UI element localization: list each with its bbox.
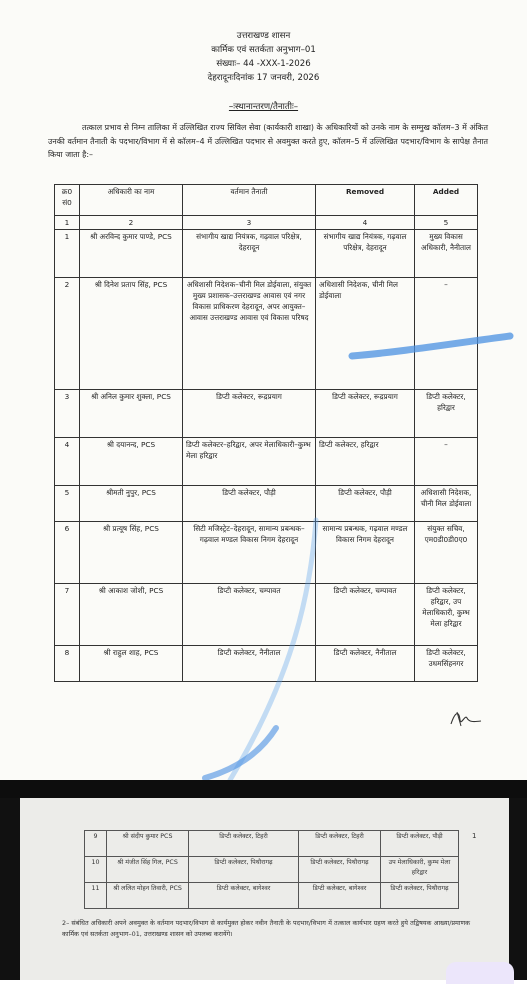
- table-row: [55, 438, 478, 486]
- cell-removed: डिप्टी कलेक्टर, नैनीताल: [316, 646, 415, 682]
- header-added: Added: [415, 185, 478, 216]
- col-num: 1: [55, 216, 80, 230]
- cell-added: डिप्टी कलेक्टर, पौड़ी: [381, 831, 459, 857]
- column-number-row: [55, 216, 478, 230]
- cell-current: डिप्टी कलेक्टर, पिथौरागढ़: [189, 857, 299, 883]
- govt-name: उत्तराखण्ड शासन: [236, 31, 291, 41]
- col-num: 2: [80, 216, 183, 230]
- department-name: कार्मिक एवं सतर्कता अनुभाग–01: [211, 45, 316, 55]
- cell-name: श्री अरविन्द कुमार पाण्डे, PCS: [80, 230, 183, 278]
- cell-added: उप मेलाधिकारी, कुम्भ मेला हरिद्वार: [381, 857, 459, 883]
- cell-name: श्री संदीप कुमार PCS: [107, 831, 189, 857]
- cell-name: श्री आकाश जोशी, PCS: [80, 584, 183, 646]
- header-removed: Removed: [316, 185, 415, 216]
- footnote-paragraph: 2– संबंधित अधिकारी अपने अवमुक्त के वर्तमान पदभार/विभाग से कार्यमुक्त होकर नवीन तैनाती के पदभार/विभाग में तत्काल कार्यभार ग्रहण करते हुये तद्विषयक आख्या/प्रमाणक कार्मिक एवं सतर्कता अनुभाग–01, उत्तराखण्ड शासन को उपलब्ध करायेंगे।: [62, 919, 470, 939]
- cell-serial: 2: [55, 278, 80, 390]
- col-num: 4: [316, 216, 415, 230]
- scan-border: [509, 798, 527, 980]
- cell-name: श्री दयानन्द, PCS: [80, 438, 183, 486]
- cell-serial: 7: [55, 584, 80, 646]
- corner-badge: [446, 962, 514, 984]
- cell-removed: डिप्टी कलेक्टर, बागेश्वर: [299, 883, 381, 909]
- cell-removed: संभागीय खाद्य नियंत्रक, गढ़वाल परिक्षेत्र, देहरादून: [316, 230, 415, 278]
- cell-removed: डिप्टी कलेक्टर, रूद्रप्रयाग: [316, 390, 415, 438]
- cell-serial: 9: [85, 831, 107, 857]
- signature-mark: [447, 706, 483, 728]
- cell-serial: 6: [55, 522, 80, 584]
- col-num: 5: [415, 216, 478, 230]
- col-num: 3: [183, 216, 316, 230]
- cell-added: डिप्टी कलेक्टर, हरिद्वार: [415, 390, 478, 438]
- order-number: संख्याः– 44 -XXX-1-2026: [216, 59, 311, 69]
- cell-removed: अधिशासी निदेशक, चीनी मिल डोईवाला: [316, 278, 415, 390]
- table-row: [55, 230, 478, 278]
- cell-removed: डिप्टी कलेक्टर, हरिद्वार: [316, 438, 415, 486]
- cell-added: डिप्टी कलेक्टर, हरिद्वार, उप मेलाधिकारी, कुम्भ मेला हरिद्वार: [415, 584, 478, 646]
- cell-added: डिप्टी कलेक्टर, पिथौरागढ़: [381, 883, 459, 909]
- order-subject: –ःस्थानान्तरण/तैनातीः–: [228, 102, 299, 112]
- cell-serial: 11: [85, 883, 107, 909]
- cell-name: श्री दिनेश प्रताप सिंह, PCS: [80, 278, 183, 390]
- cell-removed: डिप्टी कलेक्टर, पौड़ी: [316, 486, 415, 522]
- cell-name: श्री प्रत्यूष सिंह, PCS: [80, 522, 183, 584]
- cell-name: श्री राहुल शाह, PCS: [80, 646, 183, 682]
- cell-removed: डिप्टी कलेक्टर, टिहरी: [299, 831, 381, 857]
- transfer-table: [54, 184, 478, 682]
- cell-added: मुख्य विकास अधिकारी, नैनीताल: [415, 230, 478, 278]
- cell-current: डिप्टी कलेक्टर, टिहरी: [189, 831, 299, 857]
- cell-removed: सामान्य प्रबन्धक, गढ़वाल मण्डल विकास निगम देहरादून: [316, 522, 415, 584]
- cell-current: डिप्टी कलेक्टर, बागेश्वर: [189, 883, 299, 909]
- cell-current: डिप्टी कलेक्टर, नैनीताल: [183, 646, 316, 682]
- document-page-2: [0, 798, 527, 980]
- table-row: [85, 883, 459, 909]
- table-row: [55, 584, 478, 646]
- table-row: [55, 390, 478, 438]
- table-header-row: [55, 185, 478, 216]
- order-date: देहरादूनःदिनांक 17 जनवरी, 2026: [207, 73, 320, 83]
- transfer-table-continued: [84, 830, 459, 909]
- header-current-posting: वर्तमान तैनाती: [183, 185, 316, 216]
- cell-current: डिप्टी कलेक्टर, चम्पावत: [183, 584, 316, 646]
- table-row: [55, 486, 478, 522]
- cell-name: श्रीमती नुपुर, PCS: [80, 486, 183, 522]
- page-separator: [0, 780, 527, 798]
- cell-serial: 1: [55, 230, 80, 278]
- table-row: [55, 278, 478, 390]
- cell-added: डिप्टी कलेक्टर, उधमसिंहनगर: [415, 646, 478, 682]
- cell-removed: डिप्टी कलेक्टर, पिथौरागढ़: [299, 857, 381, 883]
- table-row: [55, 646, 478, 682]
- table-row: [55, 522, 478, 584]
- header-officer-name: अधिकारी का नाम: [80, 185, 183, 216]
- scan-border: [0, 798, 20, 980]
- order-paragraph: तत्काल प्रभाव से निम्न तालिका में उल्लिखित राज्य सिविल सेवा (कार्यकारी शाखा) के अधिकारियों को उनके नाम के सम्मुख कॉलम–3 में अंकित उनकी वर्तमान तैनाती के पदभार/विभाग में से कॉलम–4 में उल्लिखित पदभार से अवमुक्त करते हुए, कॉलम–5 में उल्लिखित पदभार/विभाग के सापेक्ष तैनात किया जाता है:–: [48, 123, 488, 160]
- cell-name: श्री ललित मोहन तिवारी, PCS: [107, 883, 189, 909]
- cell-current: अधिशासी निदेशक–चीनी मिल डोईवाला, संयुक्त मुख्य प्रशासक–उत्तराखण्ड आवास एवं नगर विकास प्राधिकरण देहरादून, अपर आयुक्त–आवास उत्तराखण्ड आवास एवं विकास परिषद: [183, 278, 316, 390]
- cell-added: अधिशासी निदेशक, चीनी मिल डोईवाला: [415, 486, 478, 522]
- cell-removed: डिप्टी कलेक्टर, चम्पावत: [316, 584, 415, 646]
- cell-serial: 5: [55, 486, 80, 522]
- cell-current: डिप्टी कलेक्टर, रूद्रप्रयाग: [183, 390, 316, 438]
- cell-serial: 3: [55, 390, 80, 438]
- cell-current: डिप्टी कलेक्टर–हरिद्वार, अपर मेलाधिकारी–कुम्भ मेला हरिद्वार: [183, 438, 316, 486]
- cell-current: सिटी मजिस्ट्रेट–देहरादून, सामान्य प्रबन्धक–गढ़वाल मण्डल विकास निगम देहरादून: [183, 522, 316, 584]
- cell-name: श्री मंजीत सिंह गिल, PCS: [107, 857, 189, 883]
- cell-added: संयुक्त सचिव, एम0डी0डी0ए0: [415, 522, 478, 584]
- cell-name: श्री अनिल कुमार शुक्ला, PCS: [80, 390, 183, 438]
- cell-serial: 4: [55, 438, 80, 486]
- cell-current: डिप्टी कलेक्टर, पौड़ी: [183, 486, 316, 522]
- table-row: [85, 857, 459, 883]
- cell-serial: 8: [55, 646, 80, 682]
- cell-added: –: [415, 438, 478, 486]
- cell-added: –: [415, 278, 478, 390]
- page-mark: 1: [472, 832, 477, 840]
- header-serial: क्र0 सं0: [55, 185, 80, 216]
- cell-serial: 10: [85, 857, 107, 883]
- cell-current: संभागीय खाद्य नियंत्रक, गढ़वाल परिक्षेत्र, देहरादून: [183, 230, 316, 278]
- table-row: [85, 831, 459, 857]
